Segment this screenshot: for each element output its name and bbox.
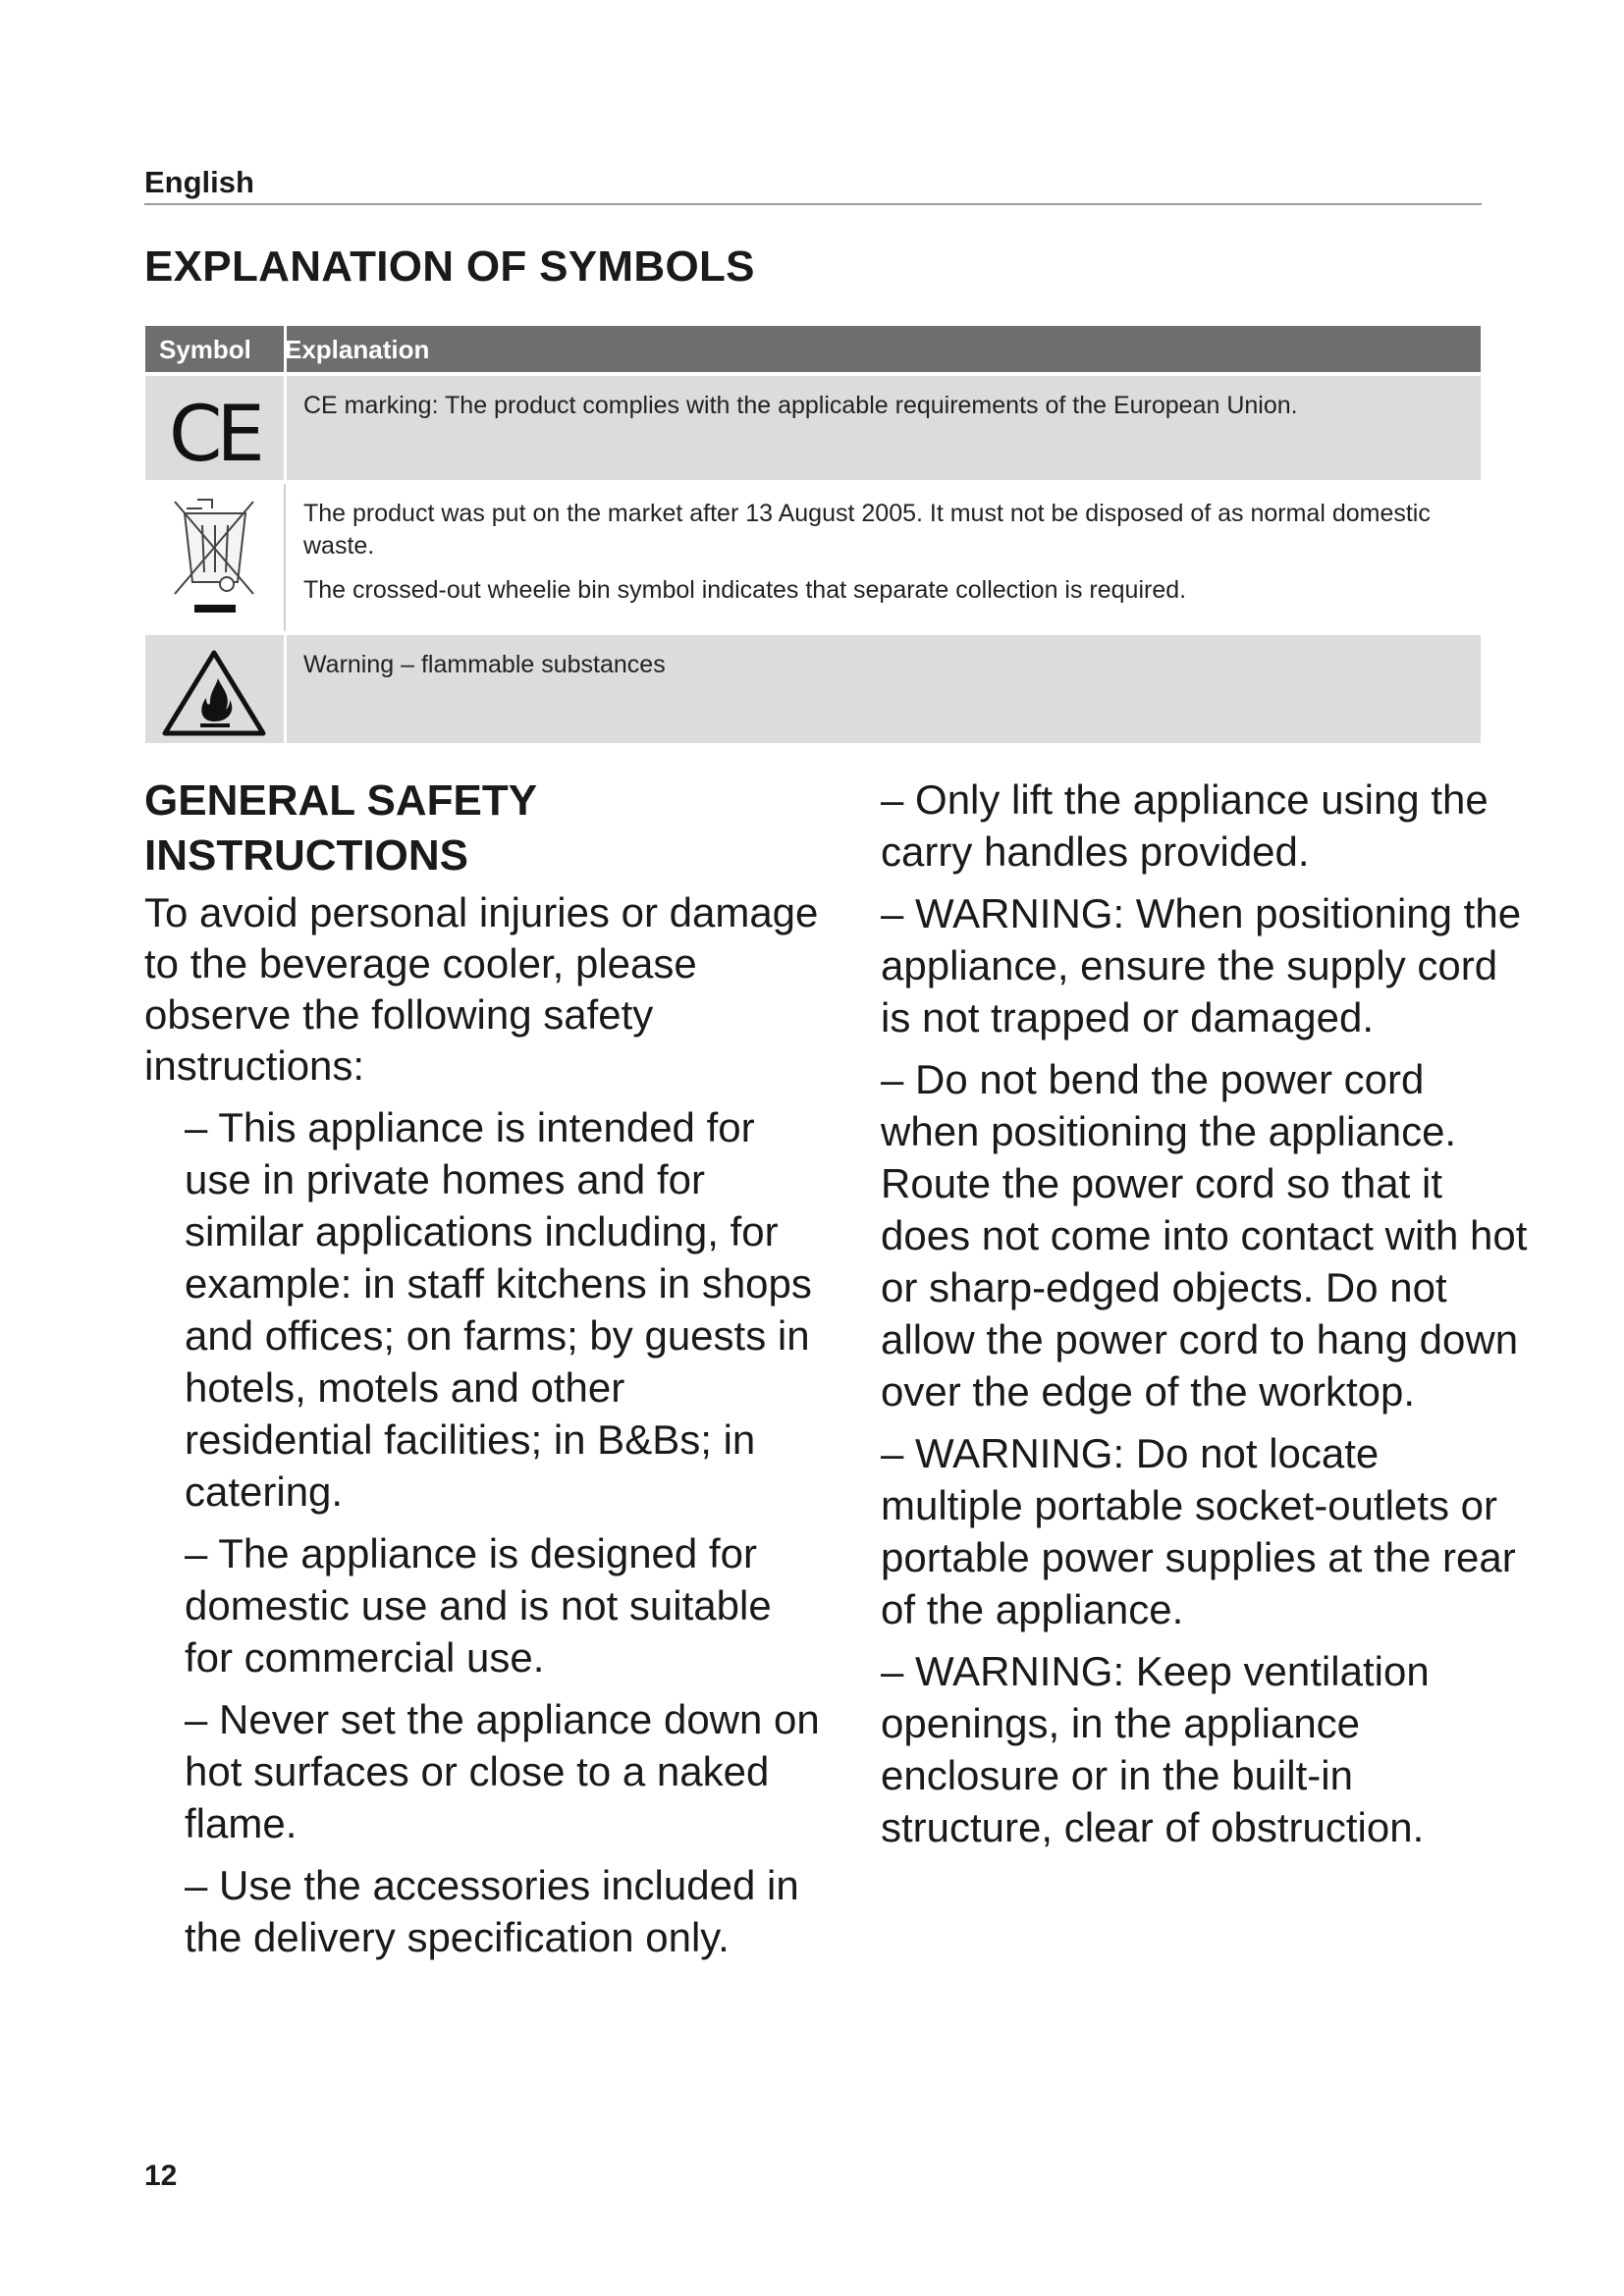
flammable-warning-icon <box>145 635 284 743</box>
left-column <box>144 774 822 1973</box>
header-explanation: Explanation <box>285 335 430 364</box>
symbols-table-header <box>145 326 1481 372</box>
header-divider <box>144 203 1482 205</box>
table-row <box>145 484 1481 631</box>
safety-bullet: – This appliance is intended for use in private homes and for similar applications including, for example: in staff kitchens in shops and offices; on farms; by guests in hotels, motels and other residential facilities; in B&Bs; in catering. <box>185 1104 812 1515</box>
row-text: The product was put on the market after 13 August 2005. It must not be disposed of as normal domestic waste. <box>303 500 1431 560</box>
safety-bullet: – WARNING: Do not locate multiple portable socket-outlets or portable power supplies at the rear of the appliance. <box>881 1430 1516 1632</box>
table-row <box>145 376 1481 480</box>
row-text: The crossed-out wheelie bin symbol indicates that separate collection is required. <box>303 576 1187 604</box>
safety-bullet: – WARNING: Keep ventilation openings, in the appliance enclosure or in the built-in structure, clear of obstruction. <box>881 1648 1430 1850</box>
safety-intro: To avoid personal injuries or damage to the beverage cooler, please observe the following safety instructions: <box>144 889 819 1089</box>
safety-bullet: – Only lift the appliance using the carry handles provided. <box>881 776 1489 875</box>
safety-bullet: – Use the accessories included in the delivery specification only. <box>185 1862 799 1960</box>
right-column <box>881 774 1529 1863</box>
header-symbol: Symbol <box>159 335 251 364</box>
safety-section-title: GENERAL SAFETY INSTRUCTIONS <box>144 776 537 880</box>
safety-bullet: – Do not bend the power cord when positioning the appliance. Route the power cord so that it does not come into contact with hot or sharp-edged objects. Do not allow the power cord to hang down over the edge of the worktop. <box>881 1056 1528 1415</box>
ce-marking-icon: CE <box>169 391 259 479</box>
page-number: 12 <box>144 2160 178 2192</box>
symbols-table <box>145 326 1481 743</box>
table-row <box>145 635 1481 743</box>
row-text: Warning – flammable substances <box>303 651 666 678</box>
row-text: CE marking: The product complies with the applicable requirements of the European Union. <box>303 392 1298 419</box>
safety-bullet: – WARNING: When positioning the appliance, ensure the supply cord is not trapped or damaged. <box>881 890 1522 1041</box>
safety-bullet: – Never set the appliance down on hot surfaces or close to a naked flame. <box>185 1696 820 1846</box>
language-label: English <box>144 165 254 199</box>
symbols-section-title: EXPLANATION OF SYMBOLS <box>144 242 755 291</box>
crossed-out-wheelie-bin-icon <box>145 484 284 631</box>
safety-bullet: – The appliance is designed for domestic use and is not suitable for commercial use. <box>185 1530 772 1681</box>
